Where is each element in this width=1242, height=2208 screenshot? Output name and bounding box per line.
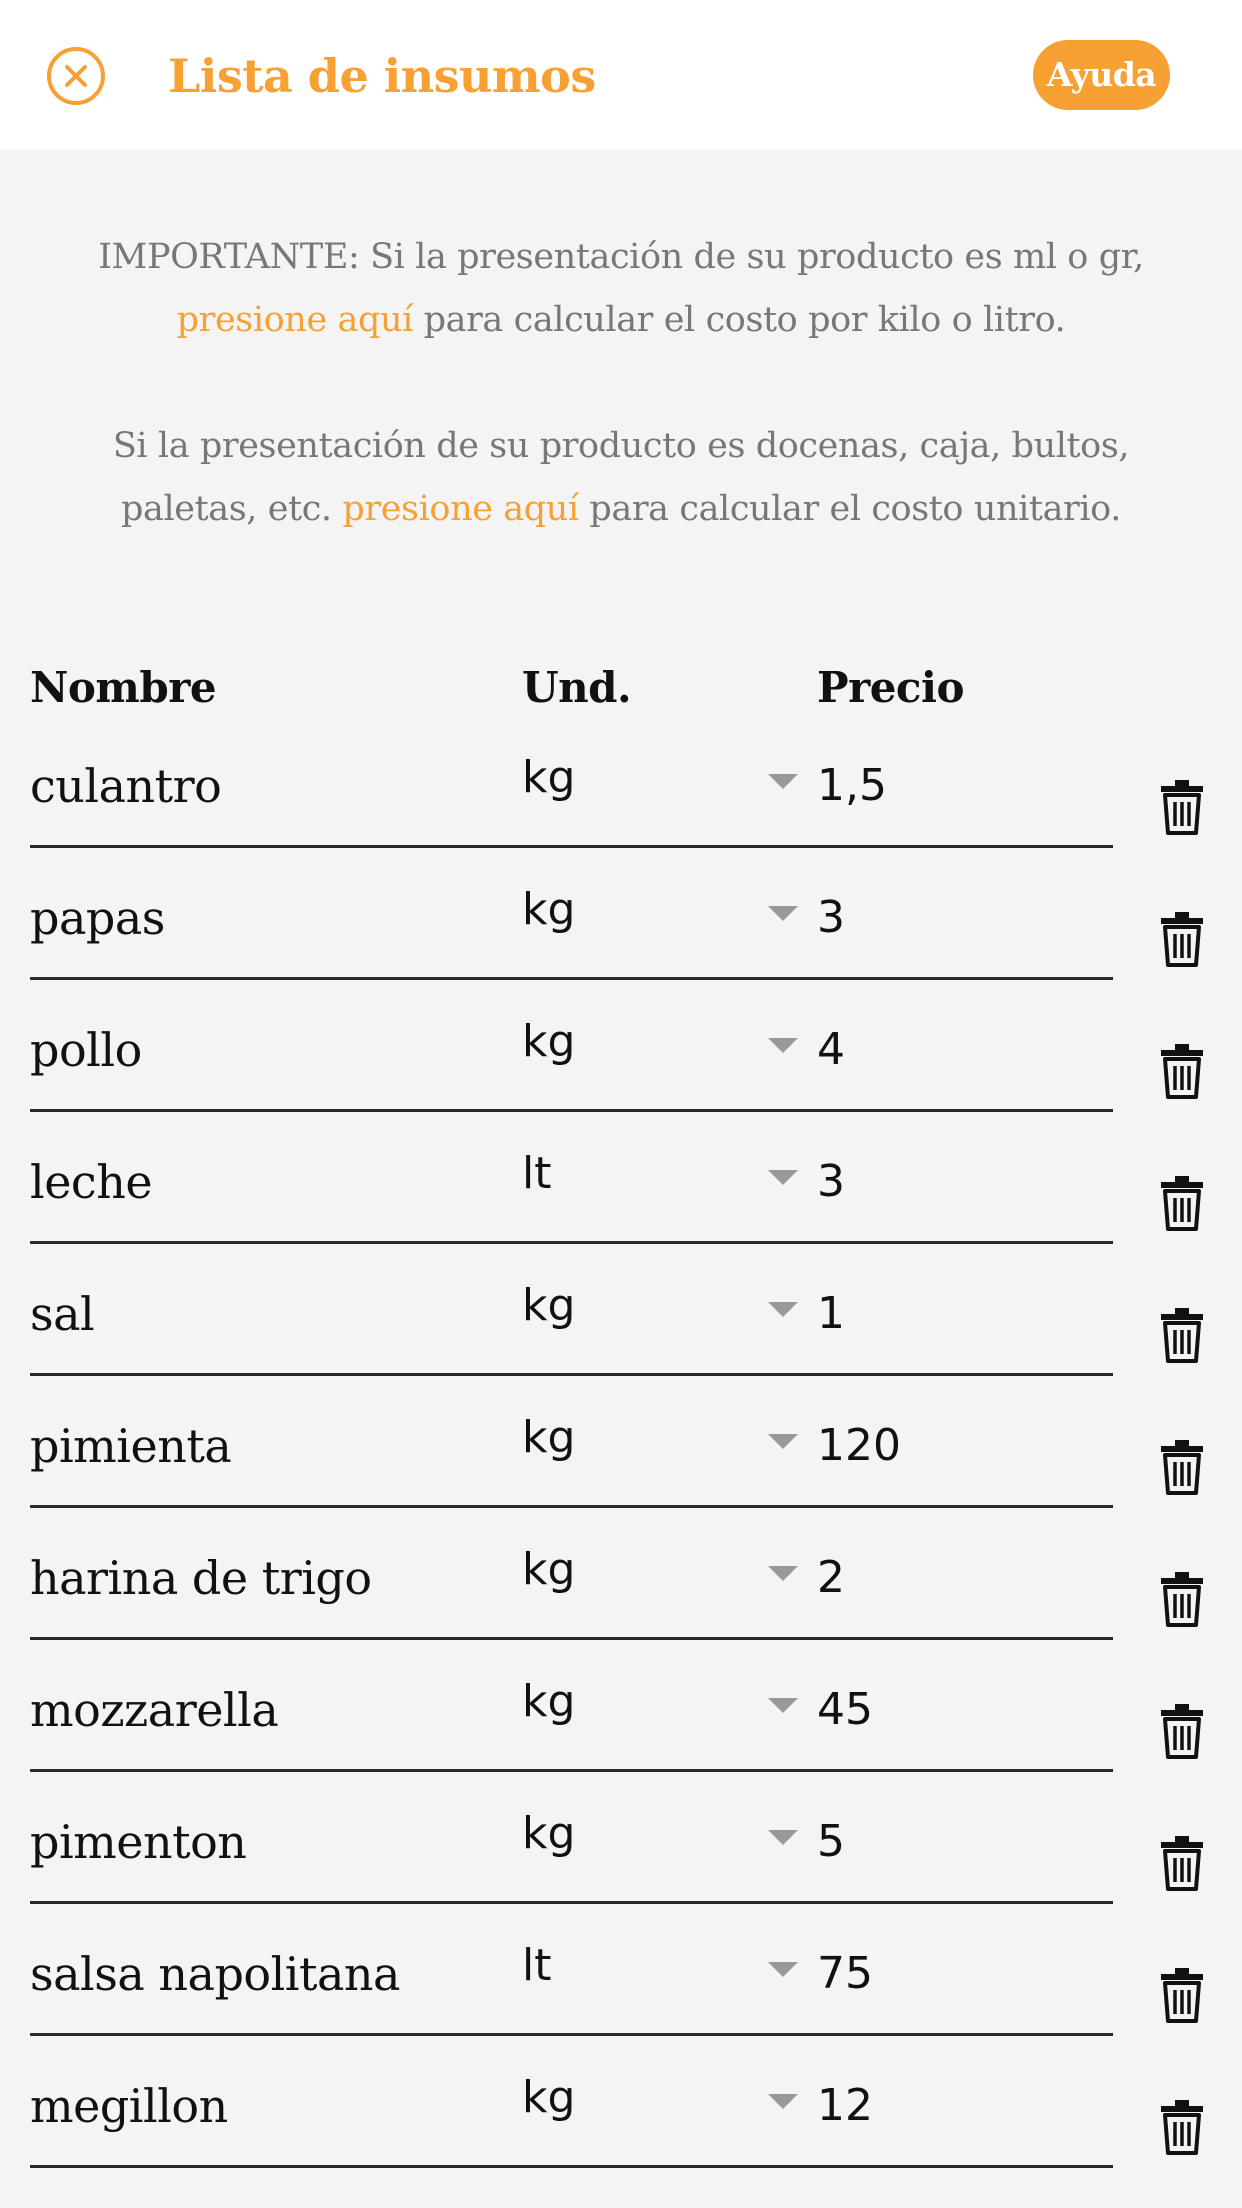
row-divider [30, 845, 1113, 848]
item-price-input[interactable]: 120 [817, 1420, 901, 1471]
item-unit-select[interactable]: kg [522, 1676, 576, 1727]
supplies-list [0, 740, 1242, 2192]
item-price-input[interactable]: 12 [817, 2080, 873, 2131]
caret-down-icon[interactable] [768, 1962, 798, 1977]
table-row [0, 872, 1242, 1004]
row-divider [30, 1373, 1113, 1376]
item-name-input[interactable]: salsa napolitana [30, 1947, 400, 2001]
item-unit-select[interactable]: kg [522, 1544, 576, 1595]
item-unit-select[interactable]: kg [522, 1808, 576, 1859]
item-name-input[interactable]: culantro [30, 759, 222, 813]
page-title: Lista de insumos [168, 49, 596, 103]
row-divider [30, 977, 1113, 980]
item-unit-select[interactable]: lt [522, 1148, 552, 1199]
item-price-input[interactable]: 45 [817, 1684, 873, 1735]
item-name-input[interactable]: sal [30, 1287, 95, 1341]
caret-down-icon[interactable] [768, 774, 798, 789]
item-name-input[interactable]: pollo [30, 1023, 142, 1077]
trash-icon[interactable] [1159, 1306, 1205, 1364]
column-header-price: Precio [817, 663, 964, 712]
notice-text: IMPORTANTE: Si la presentación de su producto es ml o gr, [98, 237, 1144, 277]
item-name-input[interactable]: harina de trigo [30, 1551, 372, 1605]
caret-down-icon[interactable] [768, 1302, 798, 1317]
trash-icon[interactable] [1159, 1042, 1205, 1100]
item-name-input[interactable]: mozzarella [30, 1683, 279, 1737]
help-button[interactable]: Ayuda [1033, 40, 1170, 110]
item-unit-select[interactable]: kg [522, 884, 576, 935]
unit-cost-notice [50, 415, 1192, 541]
trash-icon[interactable] [1159, 910, 1205, 968]
item-unit-select[interactable]: kg [522, 2072, 576, 2123]
caret-down-icon[interactable] [768, 1434, 798, 1449]
item-name-input[interactable]: papas [30, 891, 165, 945]
per-kilo-link[interactable]: presione aquí [176, 300, 413, 340]
trash-icon[interactable] [1159, 1966, 1205, 2024]
table-row [0, 1796, 1242, 1928]
notice-text: Si la presentación de su producto es docenas, caja, bultos, paletas, etc. [112, 426, 1130, 529]
caret-down-icon[interactable] [768, 1566, 798, 1581]
item-price-input[interactable]: 75 [817, 1948, 873, 1999]
notice-text: para calcular el costo por kilo o litro. [412, 300, 1066, 340]
caret-down-icon[interactable] [768, 1830, 798, 1845]
notice-text: para calcular el costo unitario. [578, 489, 1121, 529]
row-divider [30, 1241, 1113, 1244]
item-price-input[interactable]: 5 [817, 1816, 845, 1867]
caret-down-icon[interactable] [768, 906, 798, 921]
caret-down-icon[interactable] [768, 1698, 798, 1713]
row-divider [30, 1637, 1113, 1640]
app-header [0, 0, 1242, 150]
item-price-input[interactable]: 2 [817, 1552, 845, 1603]
item-name-input[interactable]: leche [30, 1155, 153, 1209]
trash-icon[interactable] [1159, 1834, 1205, 1892]
item-unit-select[interactable]: lt [522, 1940, 552, 1991]
item-unit-select[interactable]: kg [522, 1016, 576, 1067]
caret-down-icon[interactable] [768, 1038, 798, 1053]
row-divider [30, 2165, 1113, 2168]
column-header-name: Nombre [30, 663, 217, 712]
item-price-input[interactable]: 3 [817, 1156, 845, 1207]
row-divider [30, 1505, 1113, 1508]
item-unit-select[interactable]: kg [522, 1280, 576, 1331]
table-row [0, 1004, 1242, 1136]
trash-icon[interactable] [1159, 1174, 1205, 1232]
column-header-unit: Und. [522, 663, 632, 712]
trash-icon[interactable] [1159, 2098, 1205, 2156]
table-row [0, 2060, 1242, 2192]
caret-down-icon[interactable] [768, 2094, 798, 2109]
caret-down-icon[interactable] [768, 1170, 798, 1185]
table-row [0, 1400, 1242, 1532]
trash-icon[interactable] [1159, 1702, 1205, 1760]
item-name-input[interactable]: pimienta [30, 1419, 232, 1473]
important-notice [50, 226, 1192, 352]
unit-cost-link[interactable]: presione aquí [342, 489, 579, 529]
row-divider [30, 1769, 1113, 1772]
table-row [0, 740, 1242, 872]
item-name-input[interactable]: megillon [30, 2079, 228, 2133]
item-price-input[interactable]: 4 [817, 1024, 845, 1075]
table-row [0, 1928, 1242, 2060]
row-divider [30, 1109, 1113, 1112]
row-divider [30, 2033, 1113, 2036]
item-price-input[interactable]: 3 [817, 892, 845, 943]
row-divider [30, 1901, 1113, 1904]
table-row [0, 1268, 1242, 1400]
item-price-input[interactable]: 1 [817, 1288, 845, 1339]
trash-icon[interactable] [1159, 778, 1205, 836]
item-unit-select[interactable]: kg [522, 752, 576, 803]
item-unit-select[interactable]: kg [522, 1412, 576, 1463]
table-row [0, 1532, 1242, 1664]
table-row [0, 1136, 1242, 1268]
trash-icon[interactable] [1159, 1570, 1205, 1628]
item-name-input[interactable]: pimenton [30, 1815, 247, 1869]
item-price-input[interactable]: 1,5 [817, 760, 887, 811]
close-icon[interactable] [44, 44, 108, 108]
trash-icon[interactable] [1159, 1438, 1205, 1496]
table-row [0, 1664, 1242, 1796]
